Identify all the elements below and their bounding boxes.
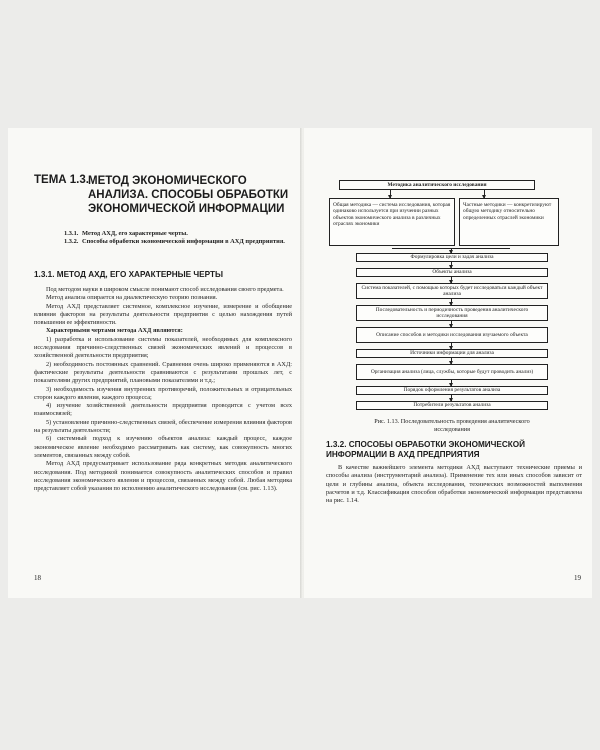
paragraph: Под методом науки в широком смысле понимают способ исследования своего предмета. xyxy=(46,286,284,293)
flow-step: Организация анализа (лица, службы, которые будут проводить анализ) xyxy=(356,364,548,380)
theme-title: МЕТОД ЭКОНОМИЧЕСКОГО АНАЛИЗА. СПОСОБЫ ОБРАБОТКИ ЭКОНОМИЧЕСКОЙ ИНФОРМАЦИИ xyxy=(88,175,289,215)
paragraph: Метод анализа опирается на диалектическую теорию познания. xyxy=(46,294,218,302)
page-number: 19 xyxy=(574,574,581,582)
paragraph: Метод АХД представляет системное, комплексное изучение, измерение и обобщение влияния факторов на результаты деятельности предприятия с целью нахождения путей повышения ее эффективности. xyxy=(34,302,292,327)
flow-top-box: Методика аналитического исследования xyxy=(339,180,535,190)
paragraph: 6) системный подход к изучению объектов анализа: каждый процесс, каждое экономическое явление необходимо рассматривать как систему, как совокупность многих элементов, связанных между собой. xyxy=(34,435,292,459)
section-heading: 1.3.1. МЕТОД АХД, ЕГО ХАРАКТЕРНЫЕ ЧЕРТЫ xyxy=(34,270,223,279)
paragraph: 1) разработка и использование системы показателей, необходимых для комплексного исследования причинно-следственных связей экономических явлений и процессов в хозяйственной деятельности предприятия; xyxy=(34,335,292,360)
paragraph: В качестве важнейшего элемента методики АХД выступают технические приемы и способы анализа (инструментарий анализа). Применение тех или иных способов зависит от цели и глубины анализа, объекта исследования, технических возможностей выполнения расчетов и т.д. Классификация способов обработки экономической информации представлена на рис. 1.14. xyxy=(326,464,582,505)
paragraph: 5) установление причинно-следственных связей, обеспечение измерения влияния факторов на результаты деятельности; xyxy=(34,418,292,435)
flow-step: Формулировка цели и задач анализа xyxy=(356,253,548,262)
toc-item: 1.3.1. Метод АХД, его характерные черты. xyxy=(64,230,188,237)
paragraph: 4) изучение хозяйственной деятельности предприятия проводится с учетом всех взаимосвязей; xyxy=(34,402,292,418)
body-text xyxy=(34,286,292,493)
paragraph: Метод АХД предусматривает использование ряда конкретных методик аналитического исследования. Под методикой понимается совокупность аналитических способов и правил исследования экономического явления и процессов, связанных между собой. Любая методика представляет собой указания по исполнению аналитического исследования (см. рис. 1.13). xyxy=(34,460,292,493)
paragraph: 3) необходимость изучения внутренних противоречий, положительных и отрицательных сторон каждого явления, каждого процесса; xyxy=(34,385,292,401)
flow-step: Объекты анализа xyxy=(356,268,548,277)
flow-step: Последовательность и периодичность проведения аналитического исследования xyxy=(356,305,548,321)
page-number: 18 xyxy=(34,574,41,582)
flow-particular-box: Частные методики — конкретизируют общую методику относительно определенных отраслей экономики xyxy=(459,198,559,246)
theme-number: ТЕМА 1.3. xyxy=(34,174,89,186)
toc-item: 1.3.2. Способы обработки экономической информации в АХД предприятия. xyxy=(64,238,285,246)
flow-arrow xyxy=(484,190,485,198)
paragraph: 2) необходимость постоянных сравнений. Сравнения очень широко применяются в АХД: фактические результаты деятельности сравниваются с результатами прошлых лет, с показателями других предприятий, плановыми показателями и т.д.; xyxy=(34,360,292,385)
body-text xyxy=(326,464,582,505)
right-page xyxy=(304,128,592,598)
flow-step: Порядок оформления результатов анализа xyxy=(356,386,548,395)
section-heading: 1.3.2. СПОСОБЫ ОБРАБОТКИ ЭКОНОМИЧЕСКОЙ ИНФОРМАЦИИ В АХД ПРЕДПРИЯТИЯ xyxy=(326,440,526,459)
flow-step: Источники информации для анализа xyxy=(356,349,548,358)
paragraph: Характерными чертами метода АХД являются: xyxy=(46,327,183,335)
table-of-contents xyxy=(64,230,294,246)
flow-step: Система показателей, с помощью которых будет исследоваться каждый объект анализа xyxy=(356,283,548,299)
figure-caption: Рис. 1.13. Последовательность проведения аналитического исследования xyxy=(374,418,530,433)
left-page xyxy=(8,128,302,598)
flow-step: Потребители результатов анализа xyxy=(356,401,548,410)
flow-general-box: Общая методика — система исследования, которая одинаково используется при изучении разных объектов экономического анализа в различных отраслях экономики xyxy=(329,198,455,246)
flow-arrow xyxy=(390,190,391,198)
flow-step: Описание способов и методики исследования изучаемого объекта xyxy=(356,327,548,343)
